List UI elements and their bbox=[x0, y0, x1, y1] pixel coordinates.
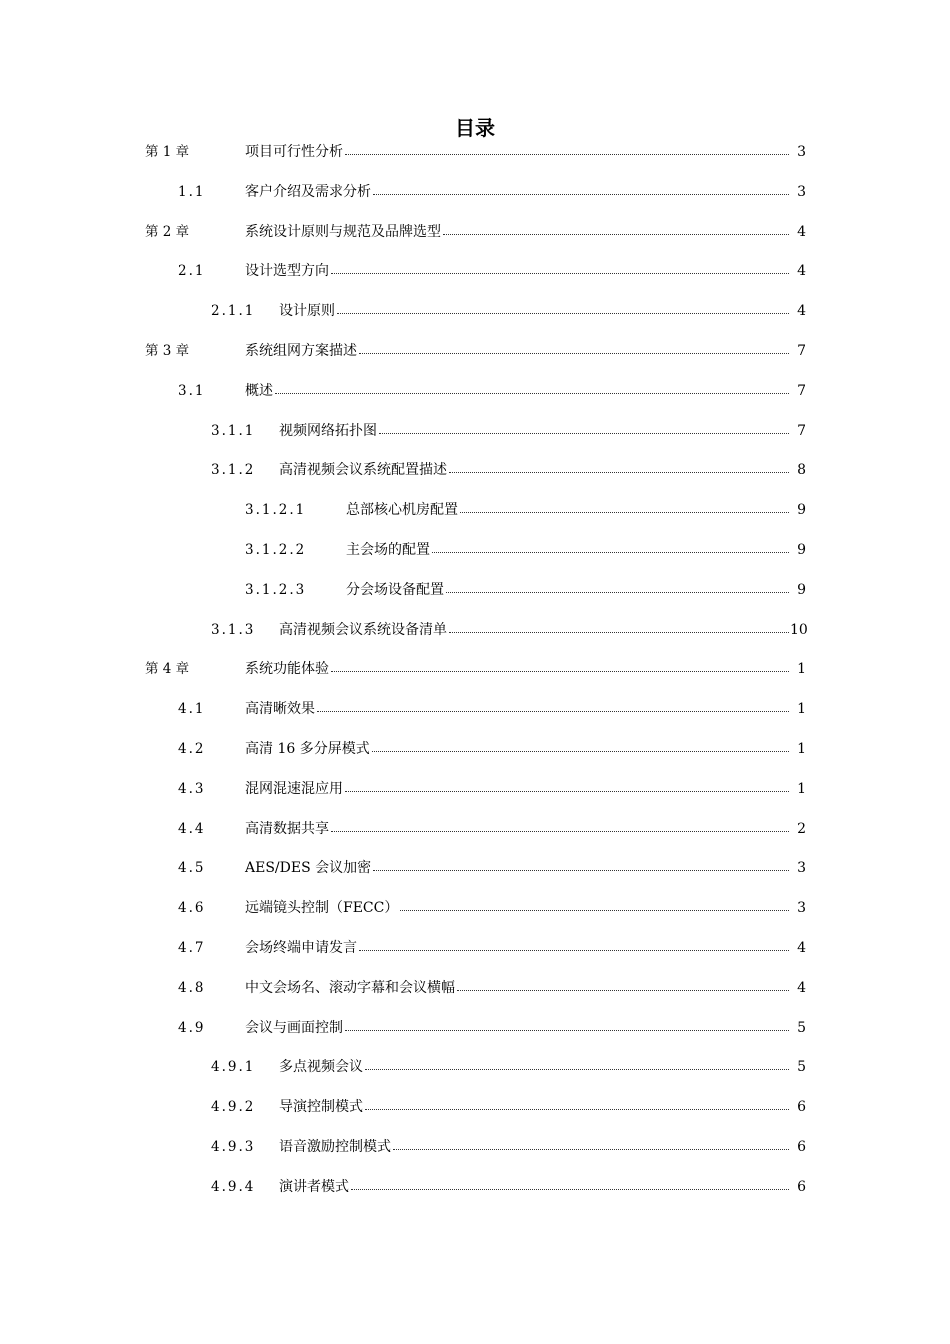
toc-entry-title: 导演控制模式 bbox=[279, 1099, 363, 1115]
toc-entry-page: 5 bbox=[797, 1059, 806, 1075]
toc-entry-title: 项目可行性分析 bbox=[245, 144, 343, 160]
toc-entry-number: 第 2 章 bbox=[145, 224, 190, 240]
toc-leader-dots bbox=[373, 870, 789, 871]
toc-leader-dots bbox=[432, 552, 789, 553]
toc-entry-page: 8 bbox=[797, 462, 806, 478]
toc-entry-title: 会议与画面控制 bbox=[245, 1020, 343, 1036]
toc-entry-number: 1.1 bbox=[178, 184, 206, 200]
toc-entry-page: 3 bbox=[797, 144, 806, 160]
toc-entry-page: 4 bbox=[797, 940, 806, 956]
toc-entry[interactable] bbox=[0, 579, 950, 601]
toc-entry[interactable] bbox=[0, 738, 950, 760]
toc-entry[interactable] bbox=[0, 778, 950, 800]
toc-leader-dots bbox=[365, 1109, 789, 1110]
toc-entry-number: 第 1 章 bbox=[145, 144, 190, 160]
toc-entry-number: 4.9.4 bbox=[211, 1179, 256, 1195]
toc-entry-number: 4.9.1 bbox=[211, 1059, 256, 1075]
toc-leader-dots bbox=[379, 433, 789, 434]
toc-entry-page: 1 bbox=[797, 781, 806, 797]
toc-entry-number: 4.5 bbox=[178, 860, 206, 876]
toc-entry-page: 6 bbox=[797, 1099, 806, 1115]
toc-entry-page: 4 bbox=[797, 224, 806, 240]
toc-leader-dots bbox=[449, 472, 789, 473]
toc-entry-page: 7 bbox=[797, 423, 806, 439]
toc-entry-number: 3.1.2.1 bbox=[245, 502, 307, 518]
toc-entry-title: 高清 16 多分屏模式 bbox=[245, 741, 370, 757]
toc-entry[interactable] bbox=[0, 1136, 950, 1158]
toc-entry-page: 6 bbox=[797, 1139, 806, 1155]
toc-leader-dots bbox=[372, 751, 789, 752]
toc-entry-number: 第 3 章 bbox=[145, 343, 190, 359]
toc-entry[interactable] bbox=[0, 181, 950, 203]
toc-entry-title: 系统组网方案描述 bbox=[245, 343, 357, 359]
toc-entry-page: 9 bbox=[797, 502, 806, 518]
toc-entry-title: 高清视频会议系统配置描述 bbox=[279, 462, 447, 478]
toc-entry-title: 主会场的配置 bbox=[346, 542, 430, 558]
toc-leader-dots bbox=[345, 154, 789, 155]
toc-entry[interactable] bbox=[0, 221, 950, 243]
toc-leader-dots bbox=[337, 313, 789, 314]
toc-entry-title: 高清视频会议系统设备清单 bbox=[279, 622, 447, 638]
toc-entry-title: 语音激励控制模式 bbox=[279, 1139, 391, 1155]
toc-entry[interactable] bbox=[0, 977, 950, 999]
toc-entry-title: 视频网络拓扑图 bbox=[279, 423, 377, 439]
toc-leader-dots bbox=[351, 1189, 789, 1190]
toc-leader-dots bbox=[457, 990, 789, 991]
toc-entry-title: 远端镜头控制（FECC） bbox=[245, 900, 399, 916]
toc-entry-title: 概述 bbox=[245, 383, 273, 399]
toc-entry-page: 4 bbox=[797, 263, 806, 279]
toc-entry-page: 6 bbox=[797, 1179, 806, 1195]
toc-entry-title: 分会场设备配置 bbox=[346, 582, 444, 598]
toc-entry-number: 4.7 bbox=[178, 940, 206, 956]
toc-leader-dots bbox=[393, 1149, 789, 1150]
toc-entry[interactable] bbox=[0, 1056, 950, 1078]
toc-leader-dots bbox=[446, 592, 789, 593]
toc-leader-dots bbox=[400, 910, 789, 911]
toc-entry-number: 2.1 bbox=[178, 263, 206, 279]
toc-entry-page: 3 bbox=[797, 900, 806, 916]
toc-entry[interactable] bbox=[0, 300, 950, 322]
toc-leader-dots bbox=[275, 393, 789, 394]
toc-entry-title: 客户介绍及需求分析 bbox=[245, 184, 371, 200]
toc-leader-dots bbox=[449, 632, 789, 633]
toc-entry-number: 2.1.1 bbox=[211, 303, 256, 319]
toc-entry-number: 3.1.2.2 bbox=[245, 542, 307, 558]
toc-leader-dots bbox=[359, 353, 789, 354]
toc-entry-number: 4.8 bbox=[178, 980, 206, 996]
toc-entry-page: 7 bbox=[797, 343, 806, 359]
toc-entry-title: 高清数据共享 bbox=[245, 821, 329, 837]
toc-entry-number: 3.1.2 bbox=[211, 462, 256, 478]
toc-entry-number: 4.9 bbox=[178, 1020, 206, 1036]
toc-entry-page: 2 bbox=[797, 821, 806, 837]
toc-entry[interactable] bbox=[0, 499, 950, 521]
toc-entry[interactable] bbox=[0, 1017, 950, 1039]
toc-entry-title: 中文会场名、滚动字幕和会议横幅 bbox=[245, 980, 455, 996]
toc-entry-number: 3.1.2.3 bbox=[245, 582, 307, 598]
toc-entry[interactable] bbox=[0, 619, 950, 641]
toc-title: 目录 bbox=[455, 116, 495, 140]
toc-leader-dots bbox=[460, 512, 789, 513]
toc-entry-title: 高清晰效果 bbox=[245, 701, 315, 717]
toc-entry-title: 系统设计原则与规范及品牌选型 bbox=[245, 224, 441, 240]
toc-entry-page: 9 bbox=[797, 582, 806, 598]
toc-entry-page: 7 bbox=[797, 383, 806, 399]
toc-leader-dots bbox=[331, 831, 789, 832]
toc-entry-page: 9 bbox=[797, 542, 806, 558]
toc-entry-number: 3.1.1 bbox=[211, 423, 256, 439]
toc-entry[interactable] bbox=[0, 141, 950, 163]
toc-entry[interactable] bbox=[0, 897, 950, 919]
toc-entry-title: 设计原则 bbox=[279, 303, 335, 319]
toc-entry-number: 4.6 bbox=[178, 900, 206, 916]
toc-entry-title: 演讲者模式 bbox=[279, 1179, 349, 1195]
toc-entry-title: 混网混速混应用 bbox=[245, 781, 343, 797]
toc-entry[interactable] bbox=[0, 857, 950, 879]
toc-entry-number: 4.4 bbox=[178, 821, 206, 837]
toc-entry-page: 3 bbox=[797, 184, 806, 200]
toc-leader-dots bbox=[317, 711, 789, 712]
toc-entry-number: 3.1 bbox=[178, 383, 206, 399]
toc-entry-title: 设计选型方向 bbox=[245, 263, 329, 279]
toc-entry-title: 多点视频会议 bbox=[279, 1059, 363, 1075]
toc-leader-dots bbox=[345, 1030, 789, 1031]
toc-entry-title: 系统功能体验 bbox=[245, 661, 329, 677]
toc-entry[interactable] bbox=[0, 818, 950, 840]
toc-entry[interactable] bbox=[0, 1176, 950, 1198]
toc-entry-page: 3 bbox=[797, 860, 806, 876]
toc-leader-dots bbox=[331, 273, 789, 274]
toc-entry-number: 4.9.3 bbox=[211, 1139, 256, 1155]
toc-entry-number: 第 4 章 bbox=[145, 661, 190, 677]
toc-leader-dots bbox=[373, 194, 789, 195]
toc-entry-page: 5 bbox=[797, 1020, 806, 1036]
toc-leader-dots bbox=[345, 791, 789, 792]
toc-entry-number: 4.2 bbox=[178, 741, 206, 757]
toc-entry[interactable] bbox=[0, 340, 950, 362]
toc-leader-dots bbox=[331, 671, 789, 672]
toc-entry-page: 10 bbox=[790, 622, 808, 638]
toc-entry[interactable] bbox=[0, 658, 950, 680]
toc-entry-page: 1 bbox=[797, 701, 806, 717]
toc-leader-dots bbox=[365, 1069, 789, 1070]
toc-entry[interactable] bbox=[0, 698, 950, 720]
toc-entry-page: 1 bbox=[797, 661, 806, 677]
toc-entry[interactable] bbox=[0, 260, 950, 282]
toc-entry[interactable] bbox=[0, 1096, 950, 1118]
toc-leader-dots bbox=[443, 234, 789, 235]
toc-leader-dots bbox=[359, 950, 789, 951]
toc-entry[interactable] bbox=[0, 937, 950, 959]
toc-entry-page: 4 bbox=[797, 303, 806, 319]
toc-entry-number: 4.1 bbox=[178, 701, 206, 717]
toc-entry-title: AES/DES 会议加密 bbox=[245, 860, 372, 876]
toc-entry-number: 4.9.2 bbox=[211, 1099, 256, 1115]
toc-entry-title: 总部核心机房配置 bbox=[346, 502, 458, 518]
toc-entry-page: 1 bbox=[797, 741, 806, 757]
toc-entry[interactable] bbox=[0, 420, 950, 442]
toc-entry[interactable] bbox=[0, 380, 950, 402]
toc-entry-number: 3.1.3 bbox=[211, 622, 256, 638]
toc-entry[interactable] bbox=[0, 539, 950, 561]
toc-entry-title: 会场终端申请发言 bbox=[245, 940, 357, 956]
toc-entry-page: 4 bbox=[797, 980, 806, 996]
toc-entry[interactable] bbox=[0, 459, 950, 481]
toc-entry-number: 4.3 bbox=[178, 781, 206, 797]
